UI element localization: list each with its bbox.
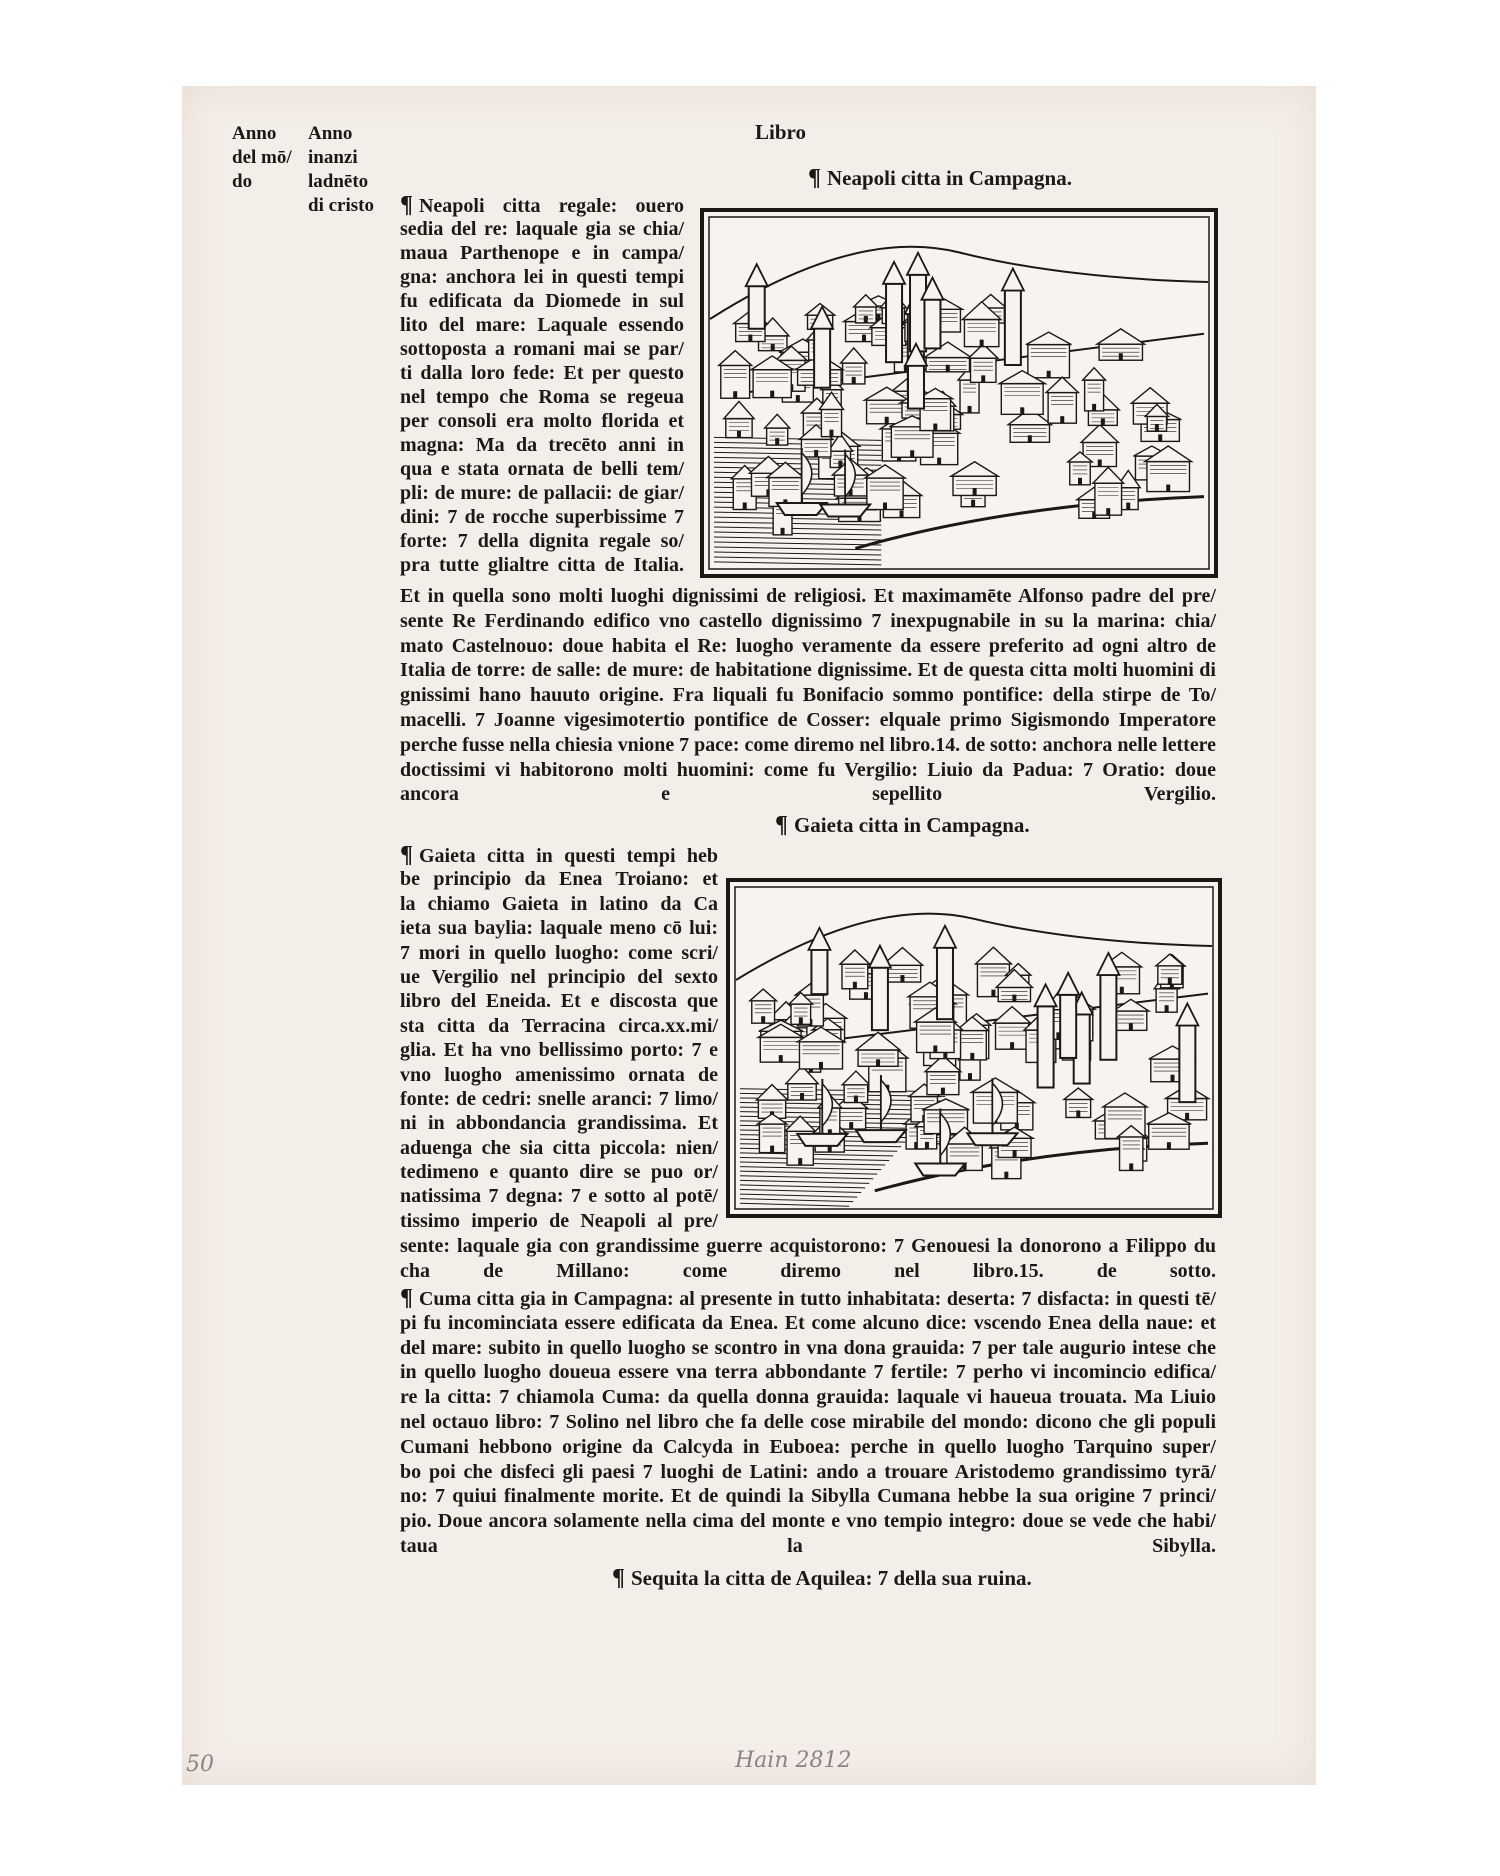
door [770, 1146, 774, 1153]
door [900, 511, 904, 518]
margin-line: Anno [308, 123, 353, 144]
text-line: aduenga che sia citta piccola: nien/ [400, 1136, 718, 1159]
text-line: lito del mare: Laquale essendo [400, 314, 684, 336]
heading-text: Sequita la citta de Aquilea: 7 della sua ruina. [630, 1566, 1032, 1590]
text-line: glia. Et ha vno bellissimo porto: 7 e [400, 1039, 718, 1062]
text-line: 7 mori in quello luogho: come scri/ [400, 941, 718, 964]
ship-hull [915, 1163, 965, 1175]
door [770, 391, 774, 398]
text-line: in quello luogho doueua essere vna terra abbondante 7 fertile: 7 perho vi incomincio edifica/ [400, 1361, 1216, 1384]
door [819, 1062, 823, 1069]
door [775, 438, 779, 445]
door [1047, 371, 1051, 378]
text-line: la chiamo Gaieta in latino da Ca [400, 892, 718, 915]
door [937, 458, 941, 465]
heading-text: Gaieta citta in Campagna. [793, 813, 1030, 837]
text-line-content: Gaieta citta in questi tempi heb [418, 845, 718, 867]
text-line: sente: laquale gia con grandissime guerre acquistorono: 7 Genouesi la donorono a Filippo du [400, 1235, 1216, 1257]
margin-line: ladnēto [308, 171, 369, 192]
text-line: per consoli era molto florida et [400, 410, 684, 432]
text-line: ni in abbondancia grandissima. Et [400, 1112, 718, 1135]
door [1166, 485, 1170, 492]
text-line: fonte: de cedri: snelle aranci: 7 limo/ [400, 1087, 718, 1110]
door [1020, 407, 1024, 414]
text-line: pli: de mure: de pallacii: de giar/ [400, 482, 684, 504]
door [781, 528, 785, 535]
pencil-reference-note: Hain 2812 [735, 1748, 852, 1773]
text-line: nel octauo libro: 7 Solino nel libro che fa delle cose mirabile del mondo: dicono che gli populi [400, 1410, 1216, 1433]
door [980, 340, 984, 347]
door [973, 488, 977, 495]
door [1119, 353, 1123, 360]
text-line: natissima 7 degna: 7 e sotto al potē/ [400, 1185, 718, 1208]
door [968, 1073, 972, 1080]
tower [1179, 1025, 1195, 1102]
text-line: mato Castelnouo: doue habita el Re: luogho veramente da essere preferito ad ogni altro de [400, 634, 1216, 657]
tower [886, 284, 902, 362]
tower [908, 366, 924, 409]
door [1004, 1172, 1008, 1179]
door [946, 365, 950, 372]
margin-line: di cristo [308, 195, 374, 216]
ship-hull [820, 505, 870, 517]
door [1076, 1110, 1080, 1117]
paragraph-mark-icon: ¶ [808, 165, 821, 191]
door [1101, 418, 1105, 425]
text-line: ti dalla loro fede: Et per questo [400, 362, 684, 384]
door [814, 450, 818, 457]
margin-line: inanzi [308, 147, 358, 168]
woodcut-gaieta-view [726, 878, 1222, 1218]
text-line: nel tempo che Roma se regeua [400, 386, 684, 408]
door [1060, 416, 1064, 423]
door [970, 1053, 974, 1060]
door [1106, 508, 1110, 515]
text-line: magna: Ma da trecēto anni in [400, 434, 684, 456]
heading-text: Neapoli citta in Campagna. [826, 166, 1072, 190]
tower [811, 950, 827, 994]
text-line: qua e stata ornata de belli tem/ [400, 458, 684, 480]
tower [814, 329, 830, 388]
door [900, 975, 904, 982]
text-line [400, 193, 684, 217]
text-line: tissimo imperio de Neapoli al pre/ [400, 1209, 718, 1232]
text-line: dini: 7 de rocche superbissime 7 [400, 506, 684, 528]
pencil-folio-number: 50 [186, 1752, 214, 1777]
text-line: pio. Doue ancora solamente nella cima del monte e vno tempio integro: doue se vede che habi/ [400, 1510, 1216, 1533]
door [968, 406, 972, 413]
door [885, 417, 889, 424]
door [1165, 1005, 1169, 1012]
door [1129, 1163, 1133, 1170]
ship-hull [856, 1130, 906, 1142]
door [1167, 1142, 1171, 1149]
section-heading-gaieta [775, 813, 1030, 837]
text-line: sente Re Ferdinando edifico vno castello dignissimo 7 inexpugnabile in su la marina: chia/ [400, 609, 1216, 632]
text-line: re la citta: 7 chiamola Cuma: da quella donna grauida: laquale vi haueua trouata. Ma Liuio [400, 1386, 1216, 1409]
door [910, 450, 914, 457]
text-line: forte: 7 della dignita regale so/ [400, 530, 684, 552]
ship-hull [967, 1133, 1017, 1145]
door [971, 500, 975, 507]
text-line: ancora e sepellito Vergilio. [400, 783, 1216, 806]
neapoli-full-text [400, 584, 1216, 807]
text-line: sottoposta a romani mai se par/ [400, 338, 684, 360]
door [743, 502, 747, 509]
door [1120, 987, 1124, 994]
door [1171, 1075, 1175, 1082]
door [733, 391, 737, 398]
tower [1060, 995, 1076, 1058]
door [883, 503, 887, 510]
door [1092, 404, 1096, 411]
text-line: del mare: subito in quello luogho se scontro in vna dona grauida: 7 per tale augurio intese che [400, 1336, 1216, 1359]
woodcut-neapoli-view [700, 208, 1218, 578]
text-line: tedimeno e quanto dire se puo or/ [400, 1161, 718, 1184]
door [864, 316, 868, 323]
door [799, 1017, 803, 1024]
margin-line: del mō/ [232, 147, 292, 168]
door [941, 1088, 945, 1095]
door [829, 430, 833, 437]
text-line: Et in quella sono molti luoghi dignissimi de religiosi. Et maximamēte Alfonso padre del pre/ [400, 585, 1216, 607]
door [862, 335, 866, 342]
door [1155, 424, 1159, 431]
text-line: macelli. 7 Joanne vigesimotertio pontifice de Cosser: elquale primo Sigismondo Imperatore [400, 708, 1216, 731]
text-line: bo poi che disfeci gli paesi 7 luoghi de Latini: ando a trouare Aristodemo grandissimo tyrā/ [400, 1460, 1216, 1483]
paragraph-mark-icon: ¶ [775, 812, 788, 838]
margin-line: Anno [232, 123, 277, 144]
door [1028, 435, 1032, 442]
door [1098, 460, 1102, 467]
door [796, 395, 800, 402]
text-line-content: Cuma citta gia in Campagna: al presente in tutto inhabitata: deserta: 7 disfacta: in questi tē/ [418, 1288, 1216, 1310]
paragraph-mark-icon: ¶ [400, 1285, 413, 1311]
text-line: sta citta da Terracina circa.xx.mi/ [400, 1014, 718, 1037]
cuma-text [400, 1286, 1216, 1559]
text-line: libro del Eneida. Et e discosta que [400, 990, 718, 1013]
text-line: Italia de torre: de salle: de mure: de habitatione dignissime. Et de questa citta molti huomini di [400, 659, 1216, 682]
text-line: be principio da Enea Troiano: et [400, 868, 718, 891]
door [849, 1122, 853, 1129]
door [981, 375, 985, 382]
text-line: no: 7 quiui finalmente morite. Et de quindi la Sibylla Cumana hebbe la sua origine 7 princi/ [400, 1485, 1216, 1508]
text-line: pi fu incominciata essere edificata da Enea. Et come alcuno dice: vscendo Enea della naue: et [400, 1311, 1216, 1334]
text-line: pra tutte glialtre citta de Italia. [400, 554, 684, 576]
tower [872, 968, 888, 1030]
paragraph-mark-icon: ¶ [612, 1565, 625, 1591]
door [1126, 503, 1130, 510]
text-line: ieta sua baylia: laquale meno cō lui: [400, 917, 718, 940]
paragraph-mark-icon: ¶ [400, 842, 413, 868]
door [1129, 1023, 1133, 1030]
text-line: ue Vergilio nel principio del sexto [400, 965, 718, 988]
tower [937, 948, 953, 1019]
door [761, 1016, 765, 1023]
gaieta-full-text [400, 1234, 1216, 1284]
door [854, 1096, 858, 1103]
door [864, 992, 868, 999]
neapoli-column-text [400, 193, 684, 577]
text-line: maua Parthenope e in campa/ [400, 242, 684, 264]
tower [1100, 975, 1116, 1060]
door [798, 1158, 802, 1165]
text-line: vno luogho amenissimo ornata de [400, 1063, 718, 1086]
tower [749, 286, 765, 329]
door [991, 990, 995, 997]
margin-line: do [232, 171, 253, 192]
tower [1005, 290, 1021, 364]
running-head: Libro [755, 120, 806, 144]
door [1010, 1042, 1014, 1049]
door [933, 424, 937, 431]
text-line: doctissimi vi habitorono molti huomini: come fu Vergilio: Liuio da Padua: 7 Oratio: doue [400, 758, 1216, 781]
gaieta-column-text [400, 843, 718, 1233]
section-heading-aquilea [612, 1566, 1032, 1590]
text-line [400, 843, 718, 867]
door [852, 377, 856, 384]
door [1168, 977, 1172, 984]
door [1185, 1113, 1189, 1120]
text-line: sedia del re: laquale gia se chia/ [400, 218, 684, 240]
text-line: fu edificata da Diomede in sul [400, 290, 684, 312]
marginal-header-anno-cristo [308, 122, 374, 218]
door [737, 431, 741, 438]
door [853, 982, 857, 989]
paragraph-mark-icon: ¶ [400, 192, 413, 218]
door [1078, 478, 1082, 485]
door [800, 1093, 804, 1100]
marginal-header-anno-mondo [232, 122, 292, 194]
text-line: Cumani hebbono origine da Calcyda in Euboea: perche in quello luogho Tarquino super/ [400, 1435, 1216, 1458]
door [779, 1055, 783, 1062]
text-line: perche fusse nella chiesia vnione 7 pace: come diremo nel libro.14. de sotto: anchora nelle lettere [400, 733, 1216, 756]
tower [1038, 1006, 1054, 1087]
text-line: taua la Sibylla. [400, 1534, 1216, 1557]
door [1013, 1150, 1017, 1157]
door [748, 335, 752, 342]
tower [924, 300, 940, 349]
text-line [400, 1286, 1216, 1311]
text-line: cha de Millano: come diremo nel libro.15. de sotto. [400, 1259, 1216, 1282]
door [925, 1142, 929, 1149]
door [1012, 995, 1016, 1002]
door [876, 1059, 880, 1066]
section-heading-neapoli [808, 166, 1072, 190]
door [1158, 434, 1162, 441]
text-line: gna: anchora lei in questi tempi [400, 266, 684, 288]
text-line: gnissimi hano hauuto origine. Fra liquali fu Bonifacio sommo pontifice: della stirpe de To/ [400, 684, 1216, 707]
ship-hull [797, 1134, 847, 1146]
text-line-content: Neapoli citta regale: ouero [418, 195, 684, 217]
door [933, 1045, 937, 1052]
door [771, 344, 775, 351]
